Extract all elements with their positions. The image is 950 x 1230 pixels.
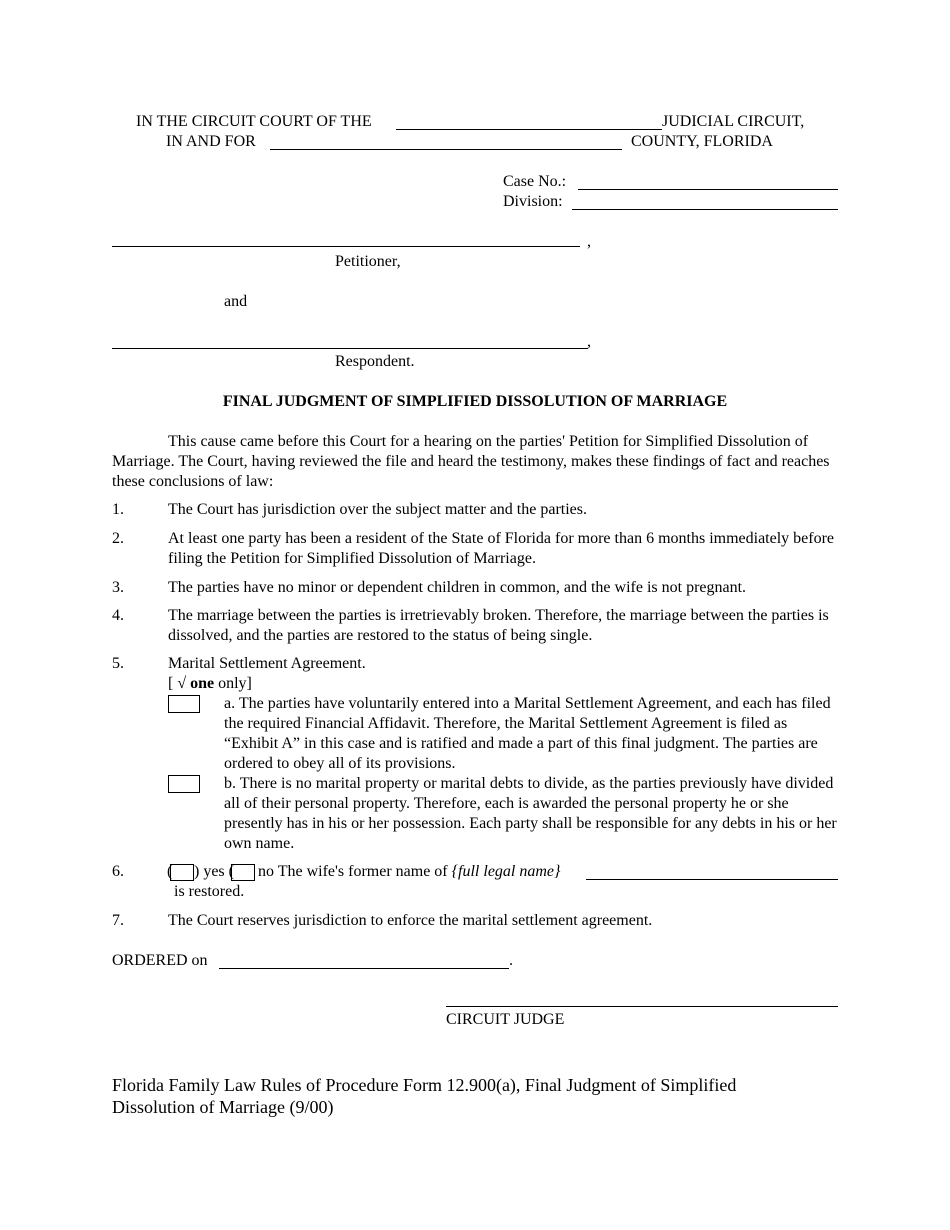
and-label: and [224,293,248,310]
item-number: 7. [112,912,124,929]
petitioner-name-field[interactable] [112,246,580,247]
yes-paren-open: ( [167,863,173,880]
item-number: 5. [112,655,124,672]
form-footer: Florida Family Law Rules of Procedure Form 12.900(a), Final Judgment of Simplified Dissolution of Marriage (9/00) [112,1075,737,1117]
county-label: COUNTY, FLORIDA [631,133,773,150]
former-name-field[interactable] [586,879,838,880]
item-number: 3. [112,579,124,596]
intro-paragraph: This cause came before this Court for a hearing on the parties' Petition for Simplified Dissolution of Marriage. The Court, having reviewed the file and heard the testimony, makes these findings of fact and reaches these conclusions of law: [112,433,830,490]
case-no-label: Case No.: [503,173,567,190]
item-text: Marital Settlement Agreement. [168,655,366,672]
item-number: 1. [112,501,124,518]
item-text: The marriage between the parties is irretrievably broken. Therefore, the marriage between the parties is dissolved, and the parties are restored to the status of being single. [168,607,829,644]
circuit-judge-label: CIRCUIT JUDGE [446,1011,565,1028]
ordered-period: . [509,952,513,969]
item-number: 4. [112,607,124,624]
division-label: Division: [503,193,563,210]
respondent-name-field[interactable] [112,348,588,349]
judicial-circuit-field[interactable] [396,129,662,130]
item-text: The parties have no minor or dependent children in common, and the wife is not pregnant. [168,579,747,596]
petitioner-comma: , [587,233,591,250]
in-and-for-label: IN AND FOR [166,133,256,150]
option-a-text: a. The parties have voluntarily entered into a Marital Settlement Agreement, and each has filed the required Financial Affidavit. Therefore, the Marital Settlement Agreement is filed as “Exhibit A” in this case and is ratified and made a part of this final judgment. The parties are ordered to obey all of its provisions. [224,695,831,772]
ordered-date-field[interactable] [219,968,509,969]
judge-signature-line[interactable] [446,1006,838,1007]
yes-checkbox[interactable] [170,864,194,881]
document-title: FINAL JUDGMENT OF SIMPLIFIED DISSOLUTION OF MARRIAGE [222,393,728,410]
option-b-text: b. There is no marital property or marital debts to divide, as the parties previously have divided all of their personal property. Therefore, each is awarded the personal property he or she presently has in his or her possession. Each party shall be responsible for any debts in his or her own name. [224,775,837,852]
restored-label: is restored. [174,883,245,900]
division-field[interactable] [572,209,838,210]
option-b-checkbox[interactable] [168,775,200,793]
ordered-label: ORDERED on [112,952,208,969]
petitioner-label: Petitioner, [335,253,401,270]
check-one-instruction: [ √ one only] [168,675,252,692]
option-a-checkbox[interactable] [168,695,200,713]
former-name-label: no The wife's former name of {full legal name} [258,863,561,880]
item-text: The Court reserves jurisdiction to enforce the marital settlement agreement. [168,912,653,929]
item-text: The Court has jurisdiction over the subject matter and the parties. [168,501,587,518]
item-text: At least one party has been a resident of the State of Florida for more than 6 months immediately before filing the Petition for Simplified Dissolution of Marriage. [168,530,835,567]
no-checkbox[interactable] [231,864,255,881]
respondent-label: Respondent. [335,353,415,370]
county-field[interactable] [270,149,622,150]
circuit-court-label: IN THE CIRCUIT COURT OF THE [136,113,372,130]
item-number: 2. [112,530,124,547]
judicial-circuit-label: JUDICIAL CIRCUIT, [662,113,805,130]
case-no-field[interactable] [578,189,838,190]
yes-label: ) yes ( [194,863,234,880]
item-number: 6. [112,863,124,880]
respondent-comma: , [587,333,591,350]
